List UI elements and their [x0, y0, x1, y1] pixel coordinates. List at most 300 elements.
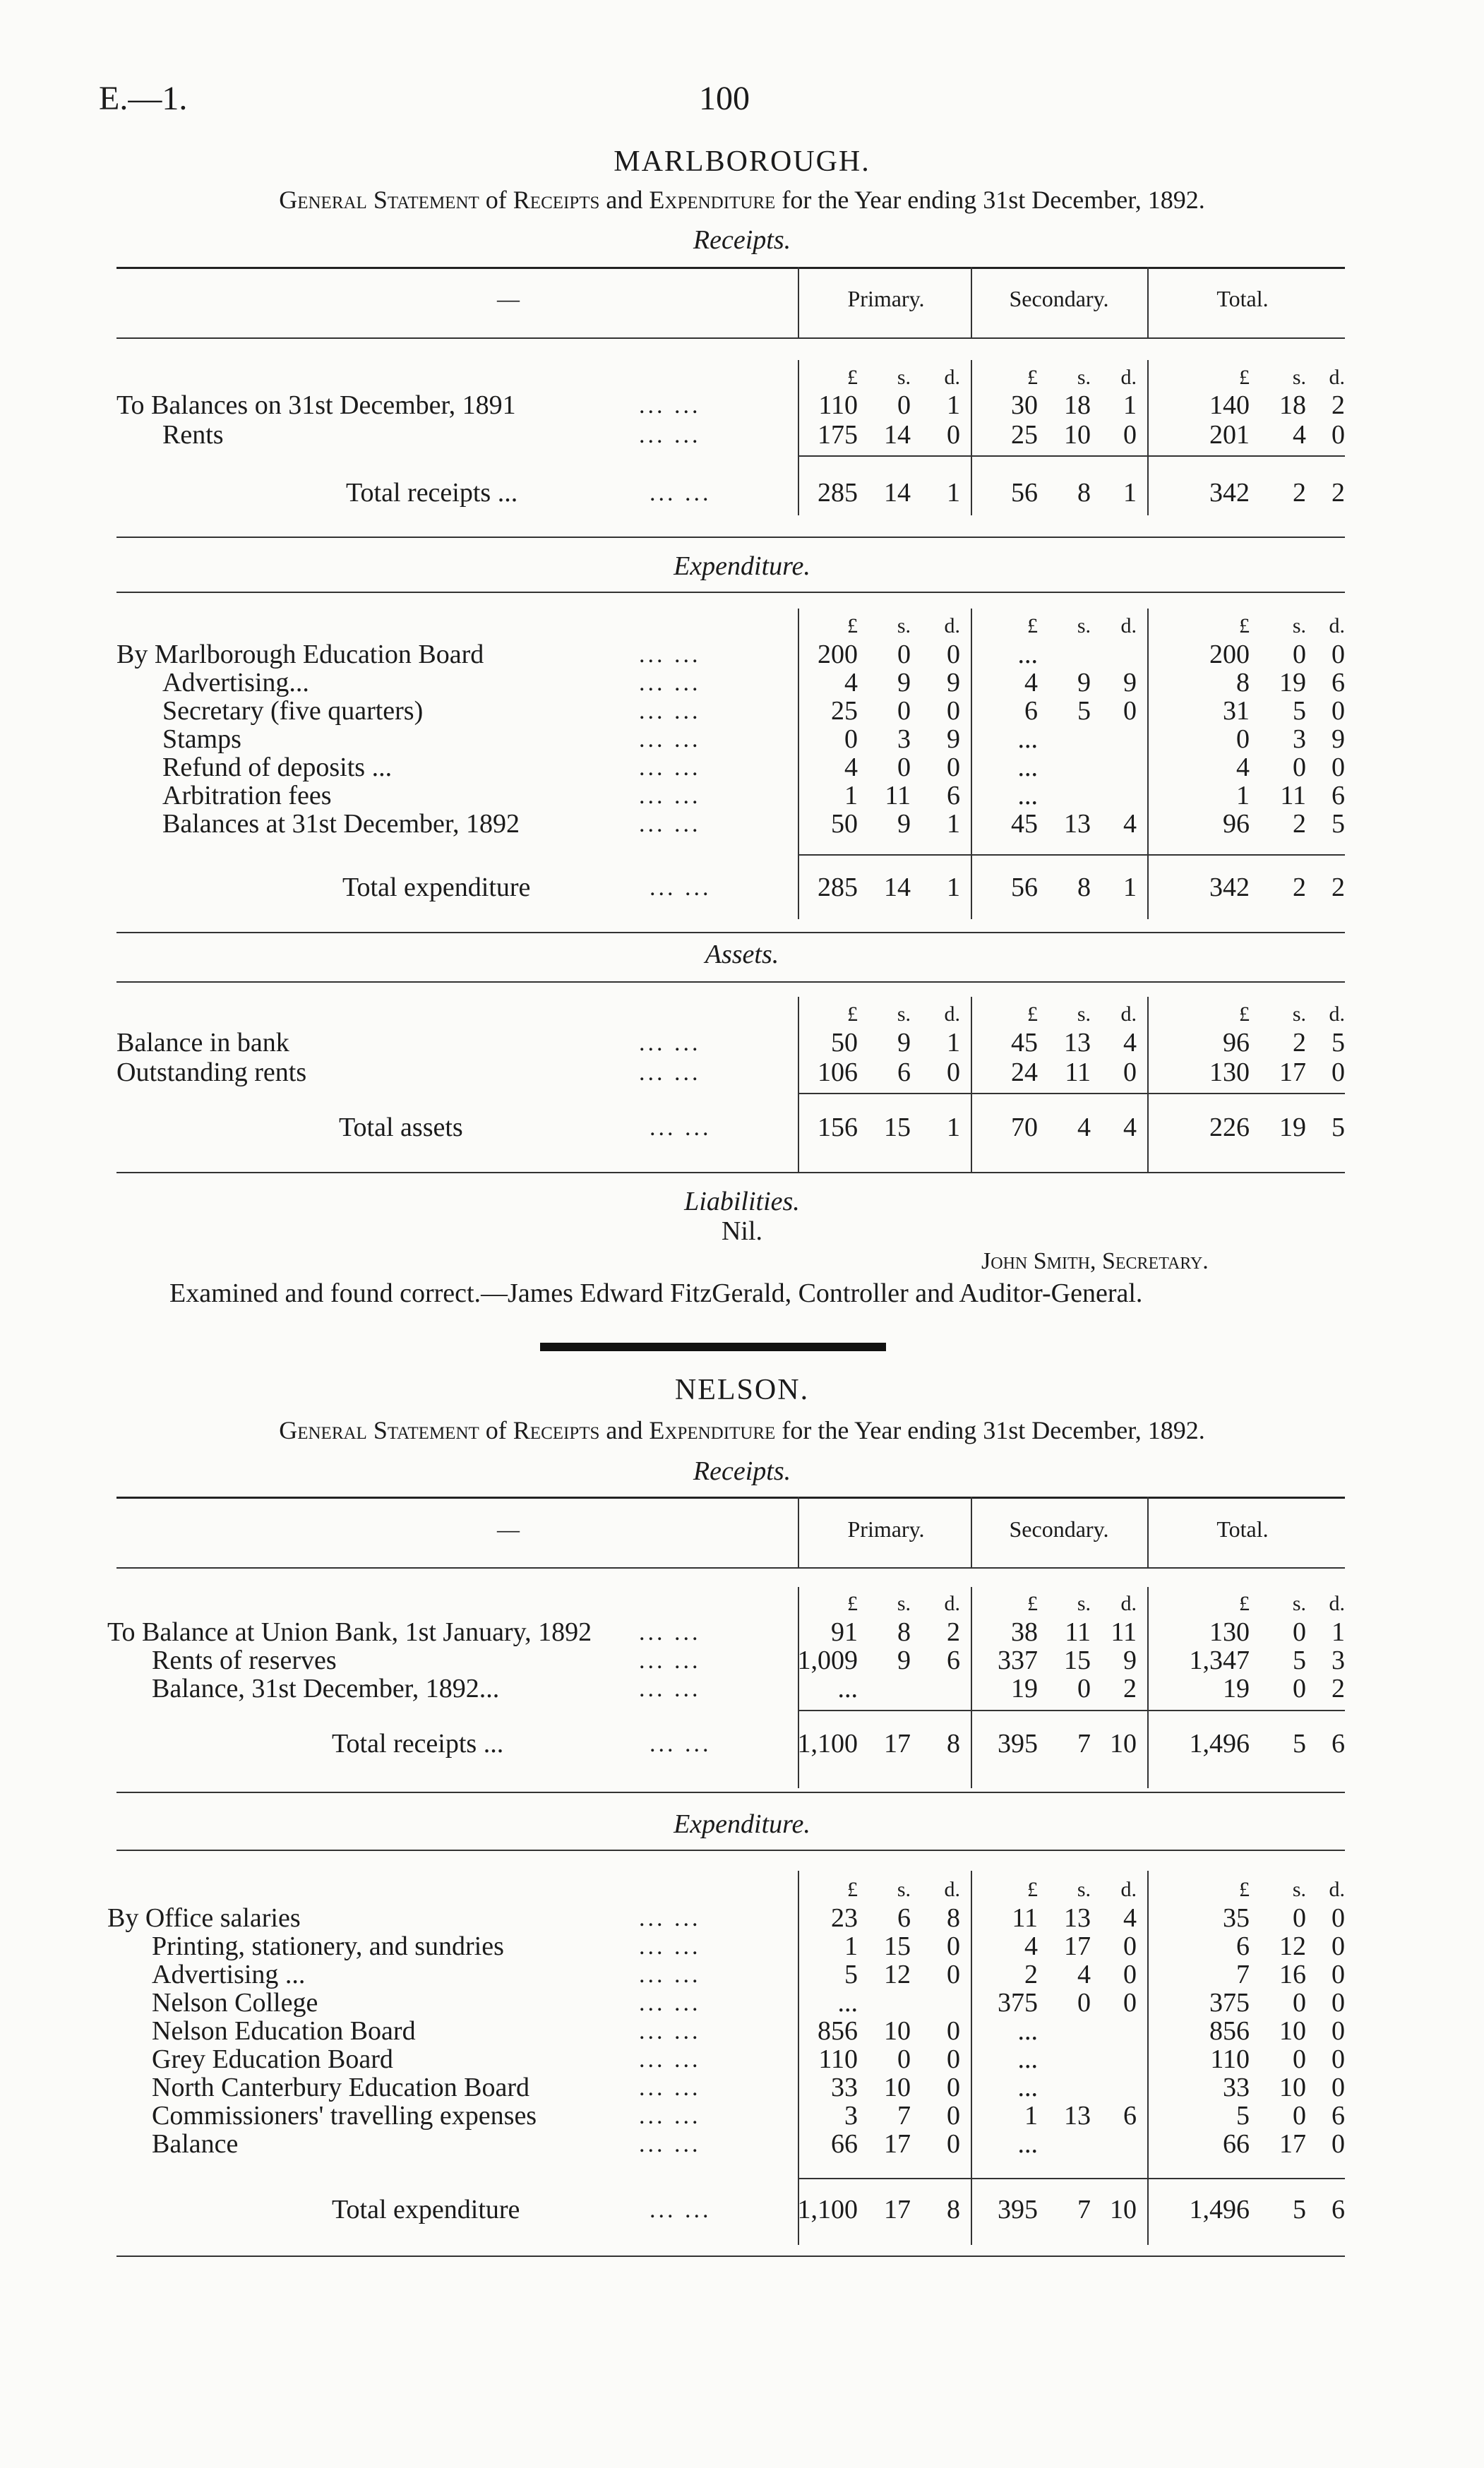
- unit-label: s.: [1292, 1592, 1306, 1615]
- t-amount: 6: [1332, 781, 1345, 810]
- t-amount: 1,347: [1189, 1646, 1250, 1675]
- t-amount: 18: [1279, 390, 1306, 420]
- t-amount: 0: [1293, 1617, 1306, 1647]
- p-total: 285: [818, 873, 858, 902]
- unit-label: d.: [944, 614, 960, 637]
- t-amount: 35: [1223, 1903, 1250, 1933]
- line-item-label: Balance in bank: [116, 1028, 289, 1058]
- column-rule: [1147, 1497, 1149, 1567]
- t-amount: 0: [1332, 1903, 1345, 1933]
- dash-header: —: [497, 286, 520, 311]
- page-number: 100: [699, 80, 750, 117]
- line-item-label: Balances at 31st December, 1892: [162, 809, 520, 839]
- t-amount: 0: [1332, 1058, 1345, 1087]
- unit-label: d.: [1329, 366, 1345, 389]
- s-amount: 11: [1065, 1058, 1091, 1087]
- s-total: 8: [1077, 478, 1091, 508]
- receipts-heading: Receipts.: [693, 1456, 791, 1486]
- s-amount: 45: [1011, 809, 1038, 839]
- leader-dots: ... ...: [650, 2197, 712, 2223]
- t-amount: 0: [1332, 2073, 1345, 2102]
- s-amount: 0: [1077, 1988, 1091, 2018]
- leader-dots: ... ...: [639, 2018, 701, 2044]
- p-amount: 5: [844, 1960, 858, 1989]
- s-amount: 337: [998, 1646, 1038, 1675]
- t-total: 2: [1332, 478, 1345, 508]
- line-item-label: Outstanding rents: [116, 1058, 307, 1087]
- t-amount: 1: [1236, 781, 1250, 810]
- p-amount: 1: [844, 1931, 858, 1961]
- p-amount: 0: [897, 640, 911, 669]
- t-amount: 0: [1293, 1903, 1306, 1933]
- p-total: 1,100: [797, 2195, 858, 2224]
- unit-label: £: [1239, 614, 1250, 637]
- line-item-label: Balance: [152, 2129, 239, 2159]
- t-total: 6: [1332, 2195, 1345, 2224]
- t-amount: 5: [1236, 2101, 1250, 2131]
- unit-label: s.: [1077, 1002, 1091, 1026]
- leader-dots: ... ...: [639, 1905, 701, 1931]
- document-reference: E.—1.: [99, 80, 188, 117]
- s-total: 56: [1011, 873, 1038, 902]
- total-label: Total expenditure: [332, 2195, 520, 2224]
- s-amount: 4: [1024, 668, 1038, 697]
- p-amount: 1: [947, 390, 960, 420]
- dash-header: —: [497, 1516, 520, 1542]
- leader-dots: ... ...: [639, 1060, 701, 1086]
- assets-heading: Assets.: [705, 940, 779, 969]
- s-amount: 15: [1064, 1646, 1091, 1675]
- unit-label: £: [1239, 366, 1250, 389]
- t-total: 342: [1209, 873, 1250, 902]
- column-rule: [971, 1497, 972, 1567]
- leader-dots: ... ...: [639, 726, 701, 753]
- leader-dots: ... ...: [650, 480, 712, 506]
- t-amount: 4: [1293, 420, 1306, 450]
- line-item-label: Advertising...: [162, 668, 309, 697]
- line-item-label: Printing, stationery, and sundries: [152, 1931, 504, 1961]
- p-amount: 9: [947, 668, 960, 697]
- t-amount: 10: [1279, 2016, 1306, 2046]
- t-amount: 31: [1223, 696, 1250, 726]
- line-item-label: By Marlborough Education Board: [116, 640, 484, 669]
- s-amount: 19: [1011, 1674, 1038, 1703]
- line-item-label: North Canterbury Education Board: [152, 2073, 530, 2102]
- leader-dots: ... ...: [639, 2103, 701, 2129]
- leader-dots: ... ...: [639, 1648, 701, 1674]
- unit-label: £: [1027, 1878, 1038, 1901]
- p-amount: 17: [884, 2129, 911, 2159]
- statement-part: of: [485, 1416, 507, 1444]
- t-amount: 6: [1332, 668, 1345, 697]
- p-amount: 10: [884, 2073, 911, 2102]
- t-amount: 0: [1332, 1960, 1345, 1989]
- line-item-label: Grey Education Board: [152, 2044, 393, 2074]
- p-amount: 0: [947, 2044, 960, 2074]
- leader-dots: ... ...: [650, 1115, 712, 1141]
- total-header: Total.: [1216, 286, 1269, 311]
- t-amount: 0: [1293, 1674, 1306, 1703]
- s-amount: 0: [1123, 1058, 1137, 1087]
- t-amount: 2: [1332, 390, 1345, 420]
- t-amount: 130: [1209, 1058, 1250, 1087]
- s-amount: 6: [1123, 2101, 1137, 2131]
- table-rule: [116, 592, 1345, 593]
- t-total: 19: [1279, 1113, 1306, 1142]
- t-amount: 130: [1209, 1617, 1250, 1647]
- primary-header: Primary.: [847, 286, 925, 311]
- s-amount: 2: [1024, 1960, 1038, 1989]
- p-amount: 0: [947, 1931, 960, 1961]
- s-total: 8: [1077, 873, 1091, 902]
- t-total: 2: [1293, 478, 1306, 508]
- s-amount: ...: [1017, 2073, 1038, 2102]
- t-amount: 0: [1332, 1988, 1345, 2018]
- unit-label: d.: [1329, 1878, 1345, 1901]
- s-total: 4: [1077, 1113, 1091, 1142]
- unit-label: £: [1027, 1592, 1038, 1615]
- t-amount: 5: [1293, 1646, 1306, 1675]
- p-total: 8: [947, 2195, 960, 2224]
- total-label: Total receipts ...: [346, 478, 518, 508]
- t-amount: 8: [1236, 668, 1250, 697]
- unit-label: s.: [897, 366, 911, 389]
- line-item-label: Balance, 31st December, 1892...: [152, 1674, 500, 1703]
- unit-label: s.: [897, 1878, 911, 1901]
- p-amount: 0: [947, 2129, 960, 2159]
- t-amount: 2: [1293, 1028, 1306, 1058]
- section-title: NELSON.: [674, 1374, 810, 1406]
- leader-dots: ... ...: [639, 755, 701, 781]
- leader-dots: ... ...: [639, 642, 701, 668]
- t-total: 5: [1332, 1113, 1345, 1142]
- unit-label: s.: [897, 614, 911, 637]
- statement-part: General Statement: [279, 1416, 479, 1444]
- t-amount: 17: [1279, 1058, 1306, 1087]
- line-item-label: Rents of reserves: [152, 1646, 337, 1675]
- line-item-label: Advertising ...: [152, 1960, 306, 1989]
- p-amount: 6: [897, 1903, 911, 1933]
- p-amount: 25: [831, 696, 858, 726]
- secondary-header: Secondary.: [1009, 286, 1109, 311]
- leader-dots: ... ...: [639, 1990, 701, 2016]
- p-amount: 0: [897, 753, 911, 782]
- p-total: 1: [947, 1113, 960, 1142]
- s-amount: 13: [1064, 809, 1091, 839]
- t-amount: 10: [1279, 2073, 1306, 2102]
- p-amount: 106: [818, 1058, 858, 1087]
- t-amount: 96: [1223, 1028, 1250, 1058]
- line-item-label: Nelson Education Board: [152, 2016, 416, 2046]
- p-amount: 3: [897, 724, 911, 754]
- statement-part: and: [606, 186, 643, 214]
- p-amount: 9: [947, 724, 960, 754]
- s-amount: 5: [1077, 696, 1091, 726]
- t-total: 5: [1293, 2195, 1306, 2224]
- secondary-header: Secondary.: [1009, 1516, 1109, 1542]
- p-total: 17: [884, 1729, 911, 1759]
- t-amount: 5: [1332, 809, 1345, 839]
- p-amount: 0: [947, 2016, 960, 2046]
- t-amount: 0: [1332, 753, 1345, 782]
- unit-label: s.: [1292, 366, 1306, 389]
- t-amount: 19: [1223, 1674, 1250, 1703]
- p-amount: 110: [818, 2044, 858, 2074]
- t-amount: 9: [1332, 724, 1345, 754]
- unit-label: d.: [1120, 614, 1137, 637]
- p-amount: 0: [947, 753, 960, 782]
- s-total: 56: [1011, 478, 1038, 508]
- p-amount: 9: [897, 668, 911, 697]
- leader-dots: ... ...: [650, 1731, 712, 1757]
- unit-label: £: [1027, 1002, 1038, 1026]
- line-item-label: Refund of deposits ...: [162, 753, 393, 782]
- liabilities-value: Nil.: [721, 1216, 763, 1246]
- t-amount: 2: [1332, 1674, 1345, 1703]
- subtotal-rule: [798, 1093, 1345, 1094]
- leader-dots: ... ...: [639, 2047, 701, 2073]
- t-amount: 1: [1332, 1617, 1345, 1647]
- s-amount: 0: [1123, 696, 1137, 726]
- t-amount: 3: [1293, 724, 1306, 754]
- table-rule: [116, 2256, 1345, 2257]
- t-amount: 0: [1293, 2044, 1306, 2074]
- s-total: 395: [998, 1729, 1038, 1759]
- p-amount: 7: [897, 2101, 911, 2131]
- s-amount: 0: [1123, 1931, 1137, 1961]
- p-amount: ...: [837, 1674, 858, 1703]
- liabilities-heading: Liabilities.: [684, 1187, 800, 1216]
- p-total: 156: [818, 1113, 858, 1142]
- leader-dots: ... ...: [639, 811, 701, 837]
- p-amount: 3: [844, 2101, 858, 2131]
- s-amount: ...: [1017, 2016, 1038, 2046]
- t-total: 342: [1209, 478, 1250, 508]
- unit-label: s.: [1292, 614, 1306, 637]
- s-amount: 10: [1064, 420, 1091, 450]
- unit-label: s.: [897, 1592, 911, 1615]
- leader-dots: ... ...: [639, 698, 701, 724]
- p-amount: 0: [947, 2101, 960, 2131]
- t-amount: 0: [1293, 753, 1306, 782]
- unit-label: s.: [1077, 614, 1091, 637]
- s-amount: 18: [1064, 390, 1091, 420]
- p-amount: 0: [947, 2073, 960, 2102]
- secretary-signature: John Smith, Secretary.: [981, 1248, 1209, 1274]
- statement-part: General Statement: [279, 186, 479, 214]
- t-amount: 0: [1293, 2101, 1306, 2131]
- p-amount: 1: [844, 781, 858, 810]
- t-amount: 0: [1293, 1988, 1306, 2018]
- p-amount: 1: [947, 809, 960, 839]
- table-rule: [116, 1497, 1345, 1499]
- t-amount: 0: [1332, 696, 1345, 726]
- s-amount: 1: [1024, 2101, 1038, 2131]
- p-amount: 175: [818, 420, 858, 450]
- s-amount: 9: [1123, 1646, 1137, 1675]
- s-total: 395: [998, 2195, 1038, 2224]
- leader-dots: ... ...: [639, 670, 701, 696]
- t-total: 226: [1209, 1113, 1250, 1142]
- s-amount: 0: [1123, 1960, 1137, 1989]
- p-amount: 9: [897, 1028, 911, 1058]
- t-amount: 5: [1293, 696, 1306, 726]
- subtotal-rule: [798, 455, 1345, 457]
- leader-dots: ... ...: [639, 1676, 701, 1702]
- p-total: 8: [947, 1729, 960, 1759]
- s-amount: 38: [1011, 1617, 1038, 1647]
- unit-label: s.: [1292, 1878, 1306, 1901]
- s-amount: 0: [1123, 420, 1137, 450]
- t-total: 5: [1293, 1729, 1306, 1759]
- p-total: 17: [884, 2195, 911, 2224]
- p-total: 1,100: [797, 1729, 858, 1759]
- leader-dots: ... ...: [650, 875, 712, 901]
- total-header: Total.: [1216, 1516, 1269, 1542]
- s-amount: 4: [1077, 1960, 1091, 1989]
- p-amount: 8: [947, 1903, 960, 1933]
- p-amount: 0: [897, 390, 911, 420]
- unit-label: £: [847, 614, 858, 637]
- t-amount: 2: [1293, 809, 1306, 839]
- unit-label: £: [847, 1878, 858, 1901]
- p-amount: 0: [947, 420, 960, 450]
- p-amount: 2: [947, 1617, 960, 1647]
- p-amount: 50: [831, 809, 858, 839]
- p-amount: 0: [844, 724, 858, 754]
- line-item-label: Commissioners' travelling expenses: [152, 2101, 537, 2131]
- table-rule: [116, 537, 1345, 538]
- p-amount: ...: [837, 1988, 858, 2018]
- p-amount: 0: [897, 696, 911, 726]
- leader-dots: ... ...: [639, 1030, 701, 1056]
- p-amount: 14: [884, 420, 911, 450]
- p-amount: 10: [884, 2016, 911, 2046]
- line-item-label: By Office salaries: [107, 1903, 301, 1933]
- s-amount: 0: [1077, 1674, 1091, 1703]
- section-title: MARLBOROUGH.: [614, 145, 870, 178]
- table-rule: [116, 1850, 1345, 1851]
- t-amount: 375: [1209, 1988, 1250, 2018]
- s-amount: 25: [1011, 420, 1038, 450]
- expenditure-heading: Expenditure.: [674, 551, 810, 581]
- expenditure-heading: Expenditure.: [674, 1809, 810, 1839]
- subtotal-rule: [798, 1710, 1345, 1711]
- p-amount: 1,009: [797, 1646, 858, 1675]
- t-total: 6: [1332, 1729, 1345, 1759]
- unit-label: £: [847, 1002, 858, 1026]
- s-amount: 45: [1011, 1028, 1038, 1058]
- s-amount: 13: [1064, 2101, 1091, 2131]
- t-amount: 66: [1223, 2129, 1250, 2159]
- s-amount: ...: [1017, 724, 1038, 754]
- statement-part: Receipts: [513, 1416, 600, 1444]
- t-amount: 0: [1332, 420, 1345, 450]
- p-total: 14: [884, 478, 911, 508]
- s-amount: ...: [1017, 2044, 1038, 2074]
- t-total: 1,496: [1189, 1729, 1250, 1759]
- unit-label: s.: [1077, 1878, 1091, 1901]
- unit-label: s.: [1077, 1592, 1091, 1615]
- subtotal-rule: [798, 2178, 1345, 2179]
- p-amount: 856: [818, 2016, 858, 2046]
- s-amount: ...: [1017, 753, 1038, 782]
- leader-dots: ... ...: [639, 1962, 701, 1988]
- table-rule: [116, 932, 1345, 933]
- t-amount: 19: [1279, 668, 1306, 697]
- leader-dots: ... ...: [639, 1619, 701, 1646]
- t-amount: 0: [1332, 2016, 1345, 2046]
- statement-part: Expenditure: [649, 186, 776, 214]
- p-amount: 4: [844, 668, 858, 697]
- statement-part: of: [485, 186, 507, 214]
- t-amount: 5: [1332, 1028, 1345, 1058]
- s-amount: 30: [1011, 390, 1038, 420]
- unit-label: d.: [1120, 1878, 1137, 1901]
- unit-label: £: [1239, 1878, 1250, 1901]
- leader-dots: ... ...: [639, 2131, 701, 2157]
- t-amount: 0: [1332, 1931, 1345, 1961]
- statement-part: Receipts: [513, 186, 600, 214]
- s-amount: 375: [998, 1988, 1038, 2018]
- statement-heading: [0, 185, 1484, 215]
- p-amount: 8: [897, 1617, 911, 1647]
- unit-label: £: [847, 366, 858, 389]
- s-amount: 6: [1024, 696, 1038, 726]
- s-amount: 13: [1064, 1028, 1091, 1058]
- column-rule: [971, 267, 972, 337]
- s-amount: ...: [1017, 640, 1038, 669]
- unit-label: d.: [944, 1878, 960, 1901]
- p-amount: 0: [947, 1058, 960, 1087]
- table-rule: [116, 337, 1345, 339]
- section-divider: [540, 1343, 886, 1351]
- t-amount: 11: [1280, 781, 1306, 810]
- t-amount: 0: [1332, 2044, 1345, 2074]
- p-amount: 0: [947, 1960, 960, 1989]
- s-total: 1: [1123, 478, 1137, 508]
- table-rule: [116, 1172, 1345, 1173]
- leader-dots: ... ...: [639, 422, 701, 448]
- t-total: 2: [1332, 873, 1345, 902]
- p-amount: 33: [831, 2073, 858, 2102]
- unit-label: £: [847, 1592, 858, 1615]
- p-amount: 23: [831, 1903, 858, 1933]
- receipts-heading: Receipts.: [693, 225, 791, 255]
- statement-part: for the Year ending 31st December, 1892.: [782, 1416, 1205, 1444]
- s-amount: 4: [1024, 1931, 1038, 1961]
- t-amount: 0: [1332, 2129, 1345, 2159]
- p-amount: 6: [947, 1646, 960, 1675]
- unit-label: d.: [1329, 614, 1345, 637]
- statement-part: and: [606, 1416, 643, 1444]
- table-rule: [116, 981, 1345, 983]
- t-amount: 6: [1236, 1931, 1250, 1961]
- s-amount: 4: [1123, 1028, 1137, 1058]
- p-amount: 66: [831, 2129, 858, 2159]
- s-total: 7: [1077, 1729, 1091, 1759]
- t-amount: 200: [1209, 640, 1250, 669]
- s-total: 10: [1110, 1729, 1137, 1759]
- s-amount: ...: [1017, 781, 1038, 810]
- leader-dots: ... ...: [639, 393, 701, 419]
- unit-label: £: [1027, 614, 1038, 637]
- unit-label: £: [1239, 1592, 1250, 1615]
- p-amount: 15: [884, 1931, 911, 1961]
- s-amount: 0: [1123, 1988, 1137, 2018]
- table-rule: [116, 267, 1345, 269]
- p-amount: 91: [831, 1617, 858, 1647]
